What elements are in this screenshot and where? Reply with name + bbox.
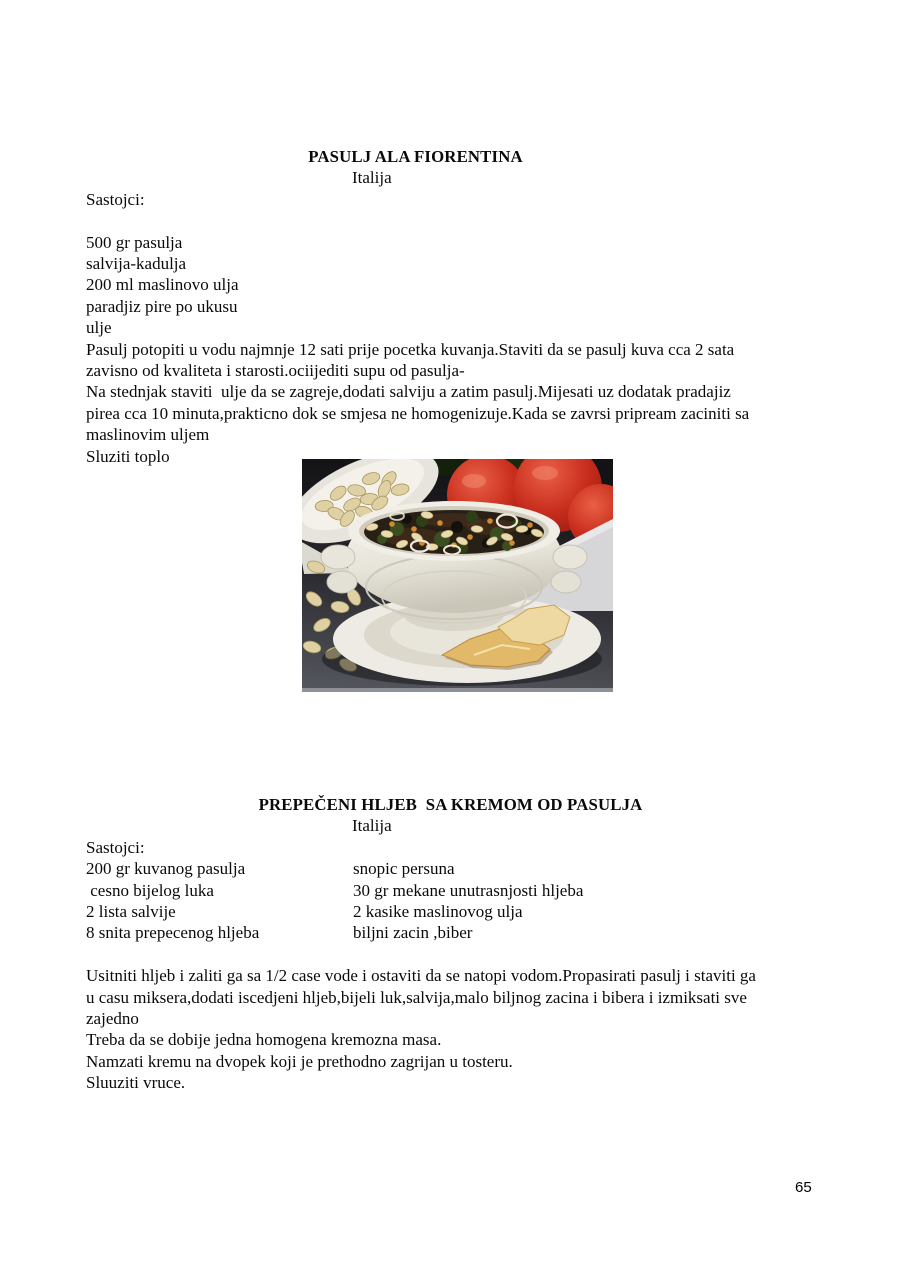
instruction-line: u casu miksera,dodati iscedjeni hljeb,bijeli luk,salvija,malo biljnog zacina i bibera i izmiksati sve <box>86 987 747 1007</box>
recipe1-ingredients-label: Sastojci: <box>86 189 145 209</box>
ingredient-item: paradjiz pire po ukusu <box>86 296 238 316</box>
ingredient-item: 30 gr mekane unutrasnjosti hljeba <box>353 880 584 900</box>
instruction-line: Pasulj potopiti u vodu najmnje 12 sati prije pocetka kuvanja.Staviti da se pasulj kuva cca 2 sata <box>86 339 735 359</box>
recipe2-title: PREPEČENI HLJEB SA KREMOM OD PASULJA <box>258 795 643 814</box>
ingredient-item: cesno bijelog luka <box>86 880 214 900</box>
ingredient-item: snopic persuna <box>353 859 455 879</box>
ingredient-item: 2 lista salvije <box>86 902 176 922</box>
instruction-line: Na stednjak staviti ulje da se zagreje,dodati salviju a zatim pasulj.Mijesati uz dodatak pradajiz <box>86 382 731 402</box>
instruction-line: Sluziti toplo <box>86 446 170 466</box>
instruction-line: Treba da se dobije jedna homogena kremozna masa. <box>86 1030 442 1050</box>
instruction-line: Usitniti hljeb i zaliti ga sa 1/2 case vode i ostaviti da se natopi vodom.Propasirati pasulj i staviti ga <box>86 966 756 986</box>
instruction-line: Namzati kremu na dvopek koji je prethodno zagrijan u tosteru. <box>86 1051 513 1071</box>
blank-line <box>86 944 815 965</box>
instruction-line: pirea cca 10 minuta,prakticno dok se smjesa ne homogenizuje.Kada se zavrsi pripream zaciniti sa <box>86 403 750 423</box>
ingredient-row <box>86 922 815 943</box>
instruction-line: zavisno od kvaliteta i starosti.ociijediti supu od pasulja- <box>86 361 465 381</box>
instruction-line: zajedno <box>86 1009 139 1029</box>
instruction-line: Sluuziti vruce. <box>86 1073 186 1093</box>
bean-soup-photo <box>302 459 613 692</box>
ingredient-item: 8 snita prepecenog hljeba <box>86 923 260 943</box>
blank-line <box>86 210 815 231</box>
recipe1-title: PASULJ ALA FIORENTINA <box>308 147 523 166</box>
ingredient-item: salvija-kadulja <box>86 254 187 274</box>
recipe1-section <box>86 146 815 467</box>
instruction-line: maslinovim uljem <box>86 425 210 445</box>
ingredient-item: 500 gr pasulja <box>86 232 183 252</box>
recipe2-origin: Italija <box>352 816 392 836</box>
recipe1-origin: Italija <box>352 168 392 188</box>
ingredient-item: biljni zacin ,biber <box>353 923 473 943</box>
page-number: 65 <box>795 1179 812 1196</box>
recipe2-ingredients-label: Sastojci: <box>86 837 145 857</box>
ingredient-item: ulje <box>86 318 112 338</box>
ingredient-item: 200 ml maslinovo ulja <box>86 275 239 295</box>
ingredient-item: 200 gr kuvanog pasulja <box>86 859 246 879</box>
ingredient-item: 2 kasike maslinovog ulja <box>353 902 523 922</box>
ingredient-row <box>86 880 815 901</box>
ingredient-row <box>86 901 815 922</box>
recipe2-section <box>86 794 815 1094</box>
ingredient-row <box>86 858 815 879</box>
